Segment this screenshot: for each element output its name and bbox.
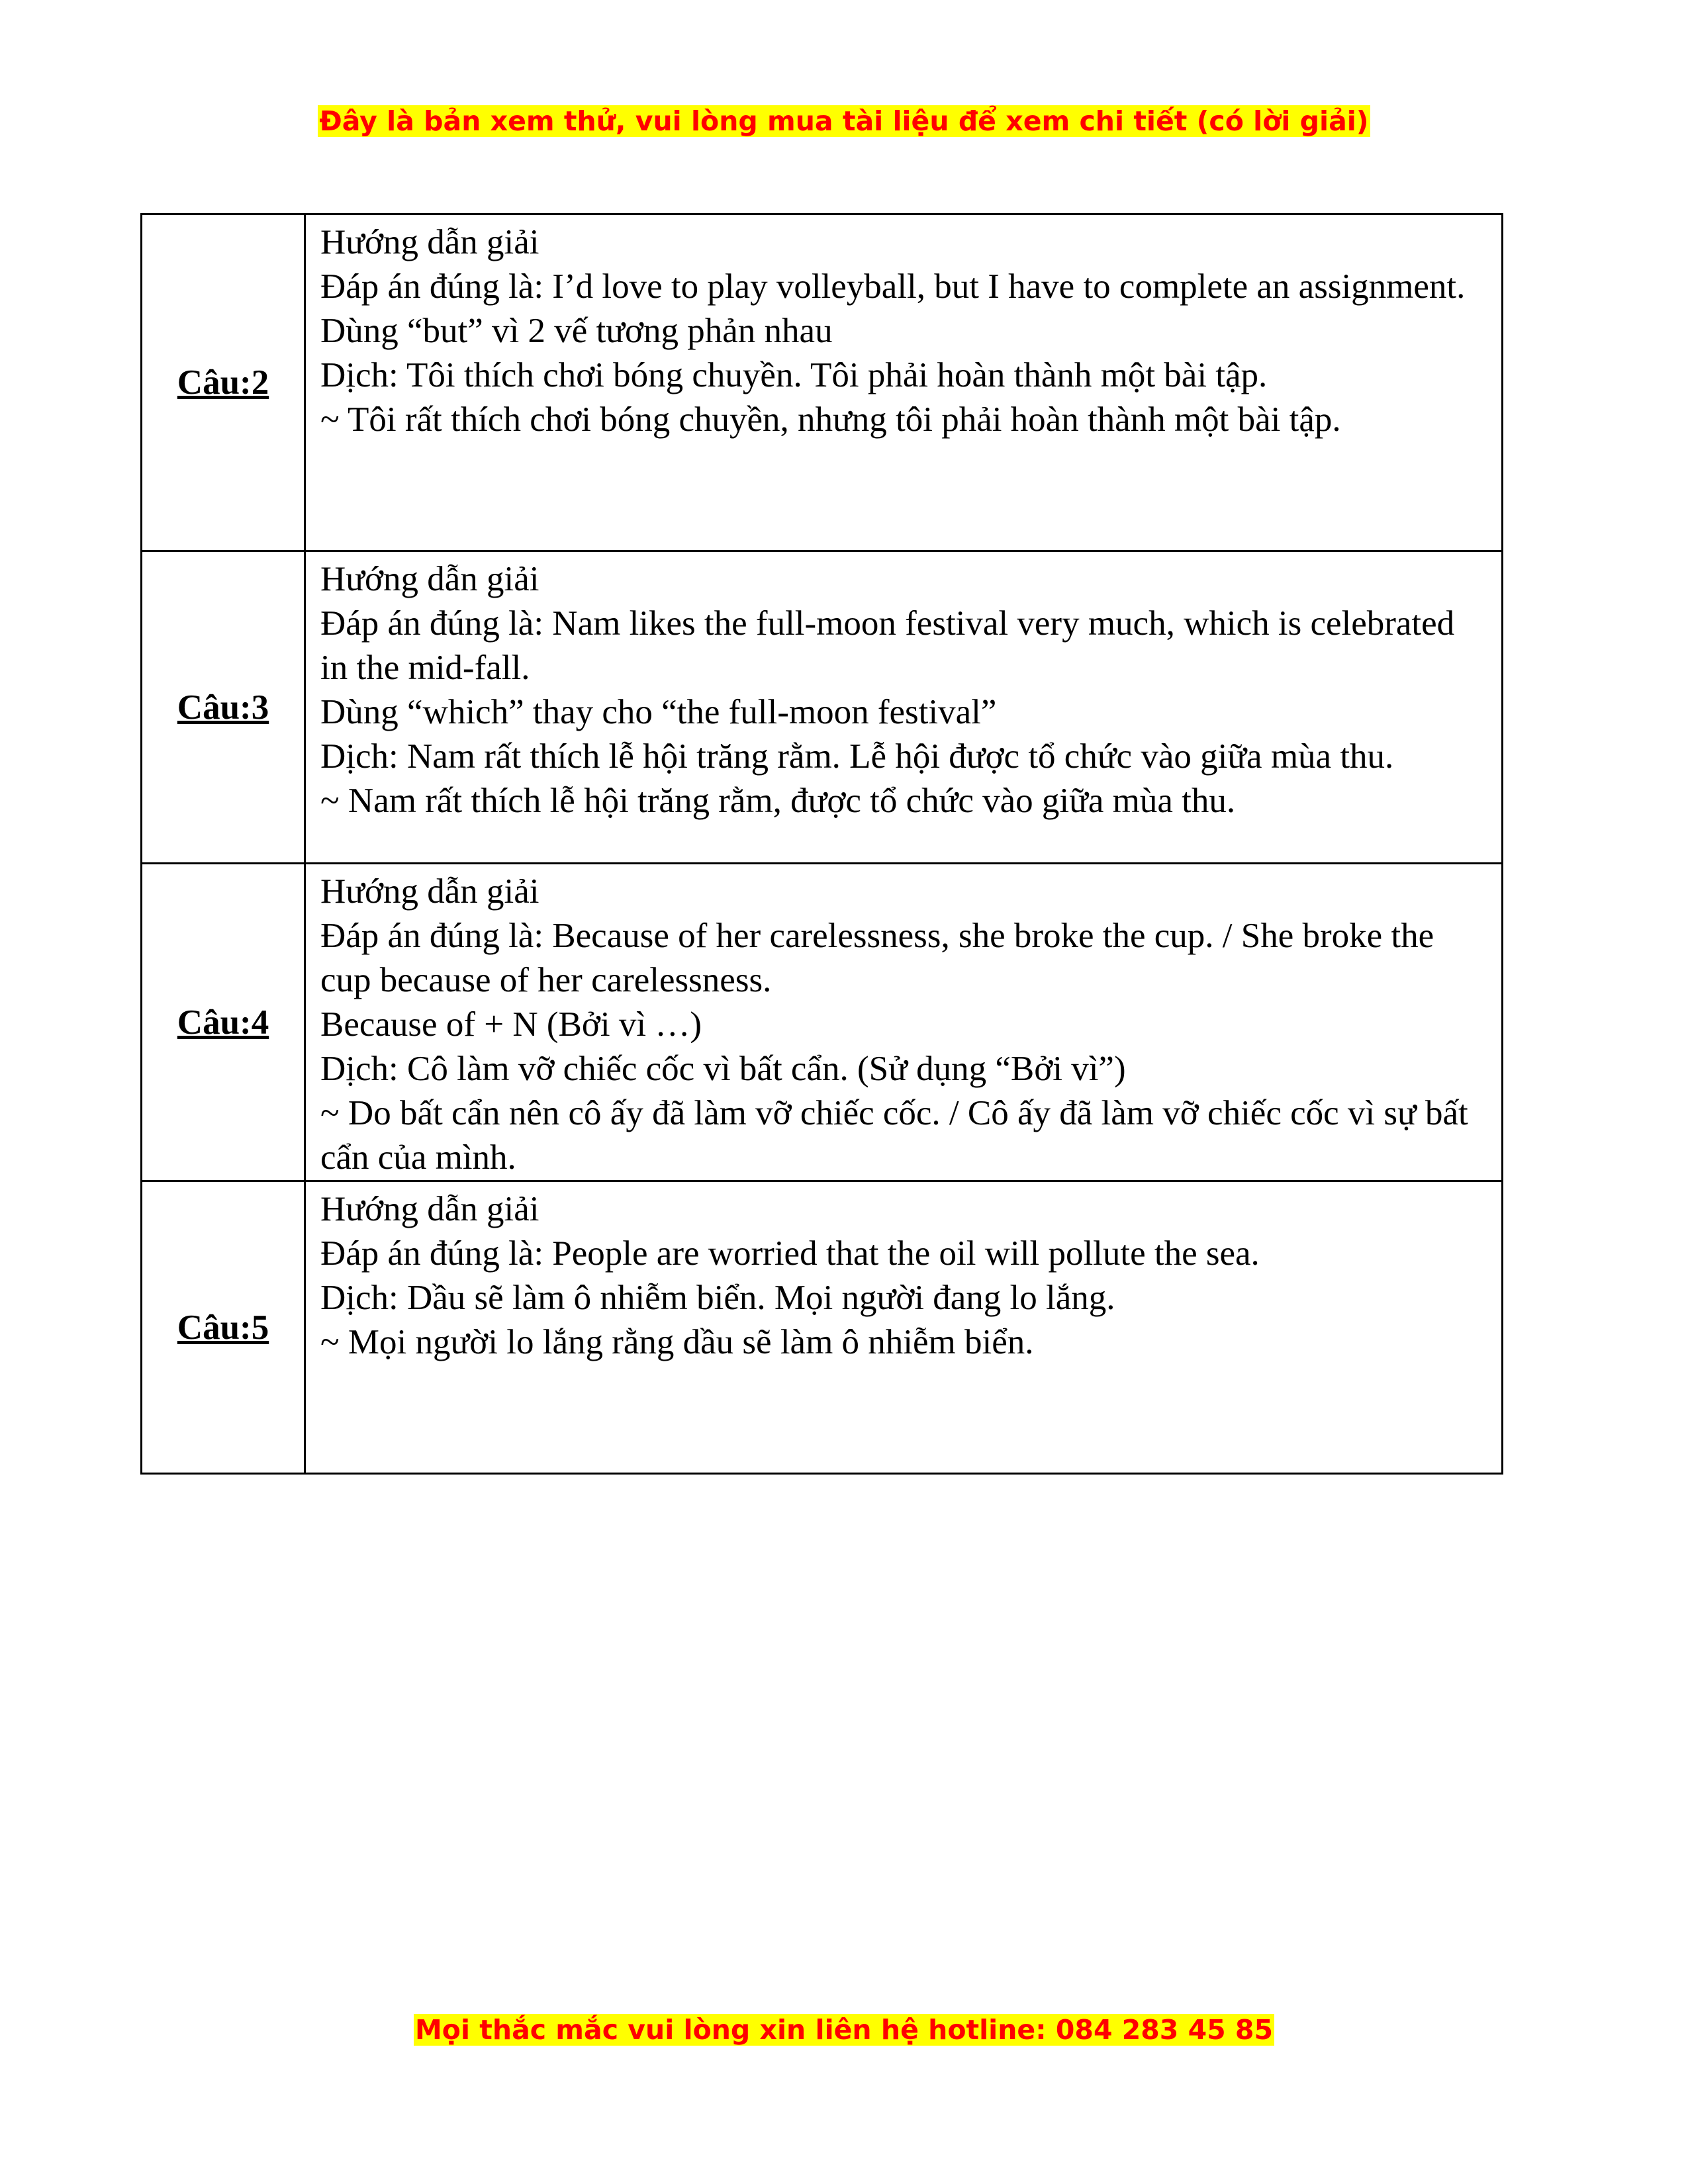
question-label: Câu:4 xyxy=(142,864,305,1181)
answer-table xyxy=(140,213,1503,1475)
answer-explanation xyxy=(305,864,1503,1181)
translation: Dịch: Tôi thích chơi bóng chuyền. Tôi phải hoàn thành một bài tập. xyxy=(320,356,1268,394)
translation: Dịch: Dầu sẽ làm ô nhiễm biển. Mọi người đang lo lắng. xyxy=(320,1279,1115,1317)
preview-notice-banner xyxy=(0,104,1688,138)
combined-translation: ~ Do bất cẩn nên cô ấy đã làm vỡ chiếc cốc. / Cô ấy đã làm vỡ chiếc cốc vì sự bất cẩn của mình. xyxy=(320,1094,1468,1177)
combined-translation: ~ Tôi rất thích chơi bóng chuyền, nhưng tôi phải hoàn thành một bài tập. xyxy=(320,400,1341,439)
combined-translation: ~ Nam rất thích lễ hội trăng rằm, được tổ chức vào giữa mùa thu. xyxy=(320,782,1236,820)
answer-explanation xyxy=(305,551,1503,864)
correct-answer: Đáp án đúng là: I’d love to play volleyball, but I have to complete an assignment. xyxy=(320,267,1466,306)
explanation-heading: Hướng dẫn giải xyxy=(320,872,539,911)
grammar-note: Because of + N (Bởi vì …) xyxy=(320,1005,702,1044)
translation: Dịch: Nam rất thích lễ hội trăng rằm. Lễ hội được tổ chức vào giữa mùa thu. xyxy=(320,737,1394,776)
correct-answer: Đáp án đúng là: Nam likes the full-moon festival very much, which is celebrated in the mid-fall. xyxy=(320,604,1455,687)
correct-answer: Đáp án đúng là: People are worried that the oil will pollute the sea. xyxy=(320,1234,1260,1273)
table-row xyxy=(142,1181,1503,1474)
explanation-heading: Hướng dẫn giải xyxy=(320,223,539,261)
table-row xyxy=(142,214,1503,551)
question-label: Câu:5 xyxy=(142,1181,305,1474)
combined-translation: ~ Mọi người lo lắng rằng dầu sẽ làm ô nhiễm biển. xyxy=(320,1323,1034,1361)
explanation-heading: Hướng dẫn giải xyxy=(320,560,539,598)
explanation-heading: Hướng dẫn giải xyxy=(320,1190,539,1228)
grammar-note: Dùng “but” vì 2 vế tương phản nhau xyxy=(320,312,833,350)
correct-answer: Đáp án đúng là: Because of her carelessness, she broke the cup. / She broke the cup because of her carelessness. xyxy=(320,917,1434,999)
question-label: Câu:2 xyxy=(142,214,305,551)
table-row xyxy=(142,551,1503,864)
hotline-notice-text: Mọi thắc mắc vui lòng xin liên hệ hotline: 084 283 45 85 xyxy=(414,2014,1273,2046)
translation: Dịch: Cô làm vỡ chiếc cốc vì bất cẩn. (Sử dụng “Bởi vì”) xyxy=(320,1050,1126,1088)
preview-notice-text: Đây là bản xem thử, vui lòng mua tài liệu để xem chi tiết (có lời giải) xyxy=(319,105,1369,137)
hotline-notice-banner xyxy=(0,2013,1688,2047)
answer-explanation xyxy=(305,214,1503,551)
table-row xyxy=(142,864,1503,1181)
question-label: Câu:3 xyxy=(142,551,305,864)
grammar-note: Dùng “which” thay cho “the full-moon festival” xyxy=(320,693,997,731)
answer-explanation xyxy=(305,1181,1503,1474)
